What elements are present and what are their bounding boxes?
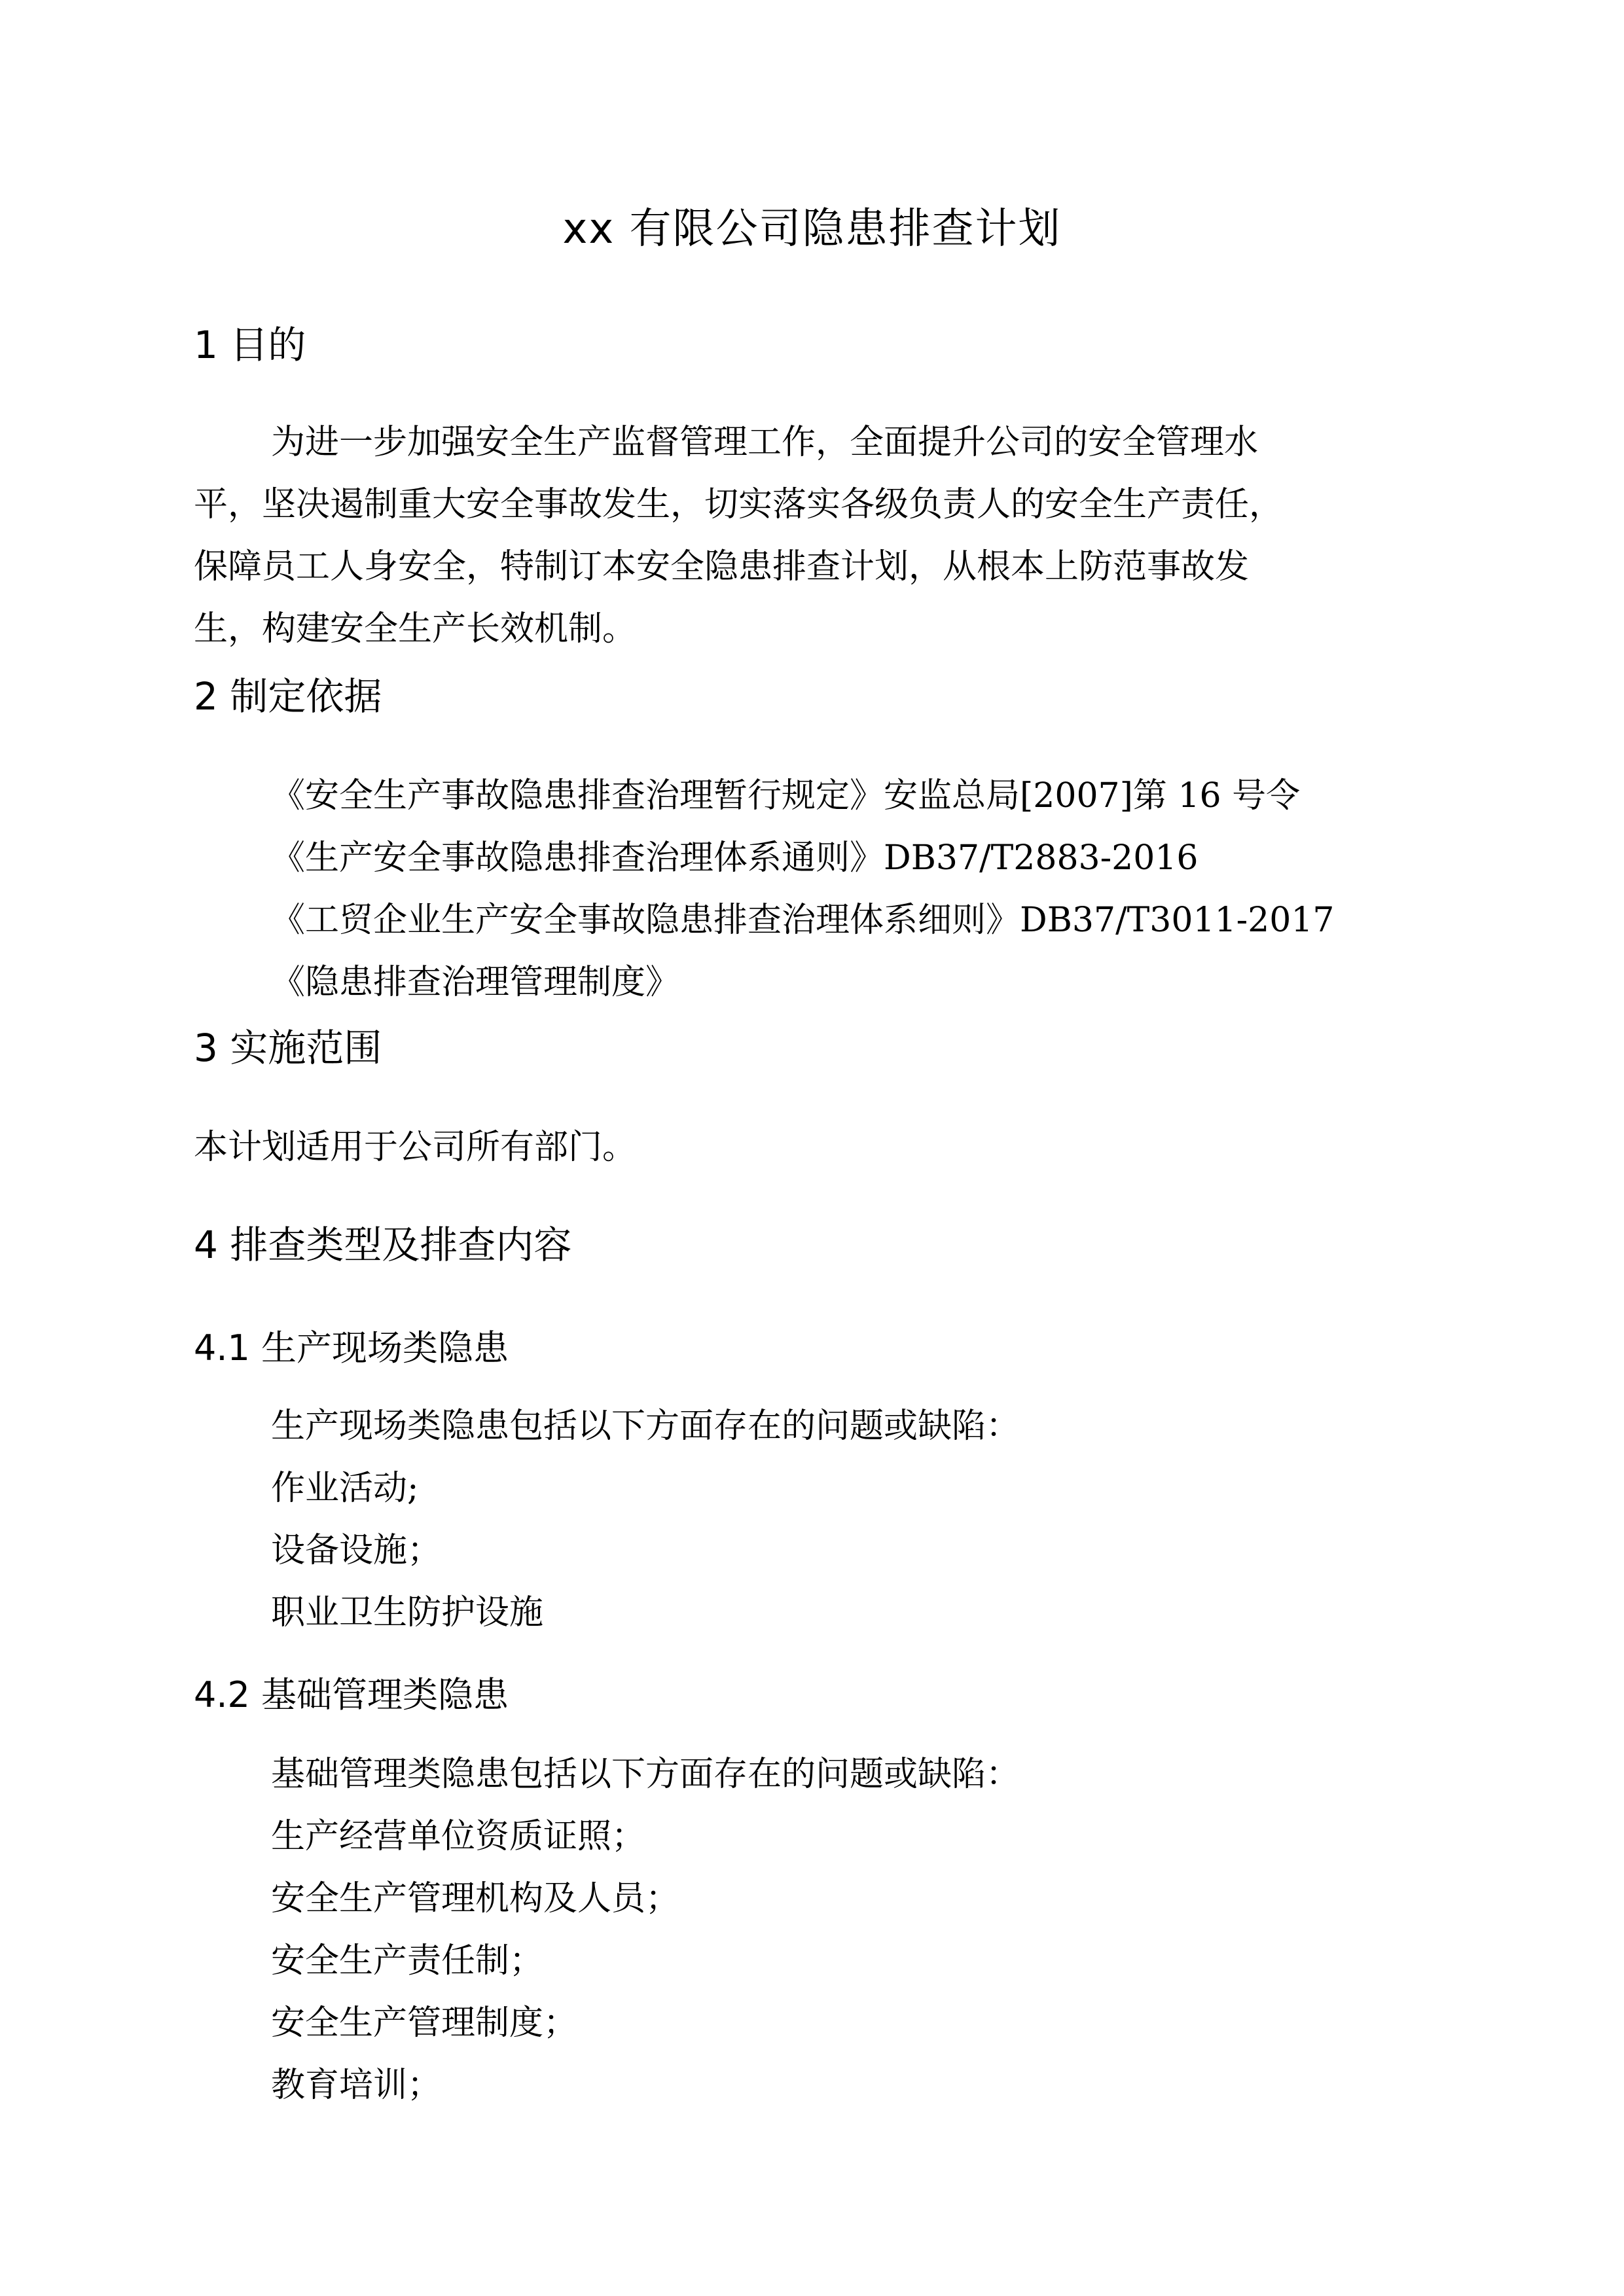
basis-item: 《安全生产事故隐患排查治理暂行规定》安监总局[2007]第 16 号令 [271,776,1301,816]
section-3-text: 本计划适用于公司所有部门。 [194,1128,637,1167]
basis-item: 《工贸企业生产安全事故隐患排查治理体系细则》DB37/T3011-2017 [271,901,1335,940]
basis-item: 《隐患排查治理管理制度》 [271,963,680,1002]
list-item: 生产现场类隐患包括以下方面存在的问题或缺陷： [271,1407,1020,1446]
section-1-paragraph-line: 生，构建安全生产长效机制。 [194,609,637,649]
list-item: 教育培训； [271,2066,442,2105]
section-3-heading: 3 实施范围 [194,1026,382,1070]
section-4-heading: 4 排查类型及排查内容 [194,1223,572,1267]
list-item: 基础管理类隐患包括以下方面存在的问题或缺陷： [271,1755,1020,1794]
list-item: 安全生产责任制； [271,1941,544,1981]
section-4-2-heading: 4.2 基础管理类隐患 [194,1674,509,1715]
list-item: 安全生产管理机构及人员； [271,1879,680,1918]
section-1-paragraph-line: 平，坚决遏制重大安全事故发生，切实落实各级负责人的安全生产责任， [194,485,1284,524]
list-item: 设备设施； [271,1531,442,1570]
section-1-paragraph-line: 保障员工人身安全，特制订本安全隐患排查计划，从根本上防范事故发 [194,547,1250,586]
section-1-paragraph-line: 为进一步加强安全生产监督管理工作，全面提升公司的安全管理水 [271,423,1259,462]
section-2-heading: 2 制定依据 [194,674,382,719]
basis-item: 《生产安全事故隐患排查治理体系通则》DB37/T2883-2016 [271,838,1199,878]
list-item: 职业卫生防护设施 [271,1593,544,1632]
list-item: 生产经营单位资质证照； [271,1817,646,1856]
page-title: xx 有限公司隐患排查计划 [562,205,1062,253]
list-item: 作业活动; [271,1469,419,1508]
section-1-heading: 1 目的 [194,323,306,367]
section-4-1-heading: 4.1 生产现场类隐患 [194,1327,509,1369]
list-item: 安全生产管理制度； [271,2003,578,2043]
